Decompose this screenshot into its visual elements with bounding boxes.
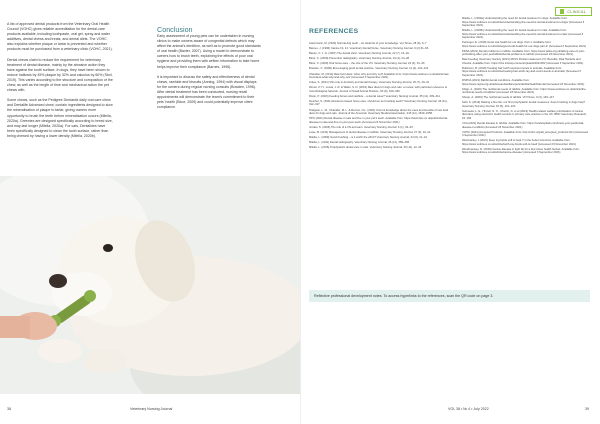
reference-item: Baxter, C. J. G. (2007) The dental clinic. Veterinary Nursing Journal, 22 (7), 13–16. [309, 52, 410, 56]
paragraph: Early assessment of young pets can be undertaken in nursing clinics to make owners aware of congenital defects which may affect the animal's dentition, as well as to promote good standards of oral health (Baxter, 2007). Using a model to demonstrate to owners how to brush teeth, explaining the effects of poor oral hygiene and providing them with written information to take home helps improve their compliance (Barnes, 1996). [157, 34, 261, 69]
reference-item: Lowe, B. (2011) Management of dental disease in rabbits. Veterinary Nursing Journal, 27 (3), 10–12 [309, 130, 431, 134]
page-number: 38 [7, 407, 11, 411]
dog-chewing-photo [0, 176, 300, 394]
section-label: CLINICAL [567, 9, 586, 14]
reference-item[interactable]: Robinson, B. (2019) Treating hair tooth ray/count levels in animals. Available from: https://www.vettimes.co.uk/article/treating-hair-tooth-ray-and-count-levels-in-animals/ (Accessed 3 September 2021) [462, 66, 581, 77]
reference-item[interactable]: VOHC (2021) Accepted Products. Available from: http://vohc.org/all_accepted_products.html (Accessed 3 September 2021) [462, 130, 588, 138]
conclusion-column-text [157, 34, 261, 115]
reference-item: Shoup, A. (2009) The nutritional needs of rabbits. VN Times, 9 (3), 145–147 [462, 96, 554, 100]
reference-item[interactable]: Milella, L. (2020a) Understanding the need for dental treatment in dogs. Available from: https://www.vettimes.co.uk/article/understanding-the-need-for-dental-treatment-in-dogs/ (Accessed 3 September 2021) [462, 17, 585, 27]
issue-info: VOL 38 • № 4 • July 2022 [448, 407, 489, 411]
reference-item: Ackermann, M. (2020) Normal dog teeth – An ideal list of your knowledge. Vet Times, 28 (9), 6–7 [309, 42, 427, 45]
reference-item[interactable]: Raw Feeding Veterinary Society (2021) RFVS Position statement 2.0: Benefits, Risk Hazards and Checks. Available from: https://rfvs.info/wp-content/uploads/2021/09/ (Accessed 3 September 2021) [462, 58, 584, 65]
reference-item[interactable]: Chandler, M. (2014) Raw food diets: what, why and why not? Available from: https://www.vettimes.co.uk/article/raw-food-diets-what-why-and-why-not/ (Accessed 3 September 2021) [309, 72, 450, 80]
reference-item: Surmeela, L. E., Hinzell, N. O., Church, D. et al (2019) Health-related welfare prioritisation of canine disorders using electronic health records in primary care practice in the UK. BMC Veterinary Research, 15: 163 [462, 109, 587, 120]
reference-item[interactable]: Westmarley, L (2021) Keep ing foods soft to heal ? in the better tomorrow. Available from: https://www.vettimes.co.uk/article/tooth-ray-foods-soft-to-heal/ (Accessed 23 November 2021) [462, 139, 576, 146]
reference-item: Hodgson, L. M., Chandler, M. L. & Renner, N.L. (2021) Current knowledge about the uses and benefits of raw food diets for dogs and cats. Journal of the American Veterinary Medical Association, 243 (11), 1549–1558. [309, 108, 449, 116]
left-column-text [7, 22, 113, 144]
paragraph: Some chews, such as the Pedigree Dentastix daily oral care chew and Dentalife Advanced chew, contain ingredients designed to slow the mineralisation of plaque to tartar, giving owners more opportunity to brush the teeth before mineralisation occurs (Milella, 2020a). Greenies are designed specifically according to breed size, and may last longer (Milella, 2020a). For cats, Dentalides have been specifically designed to clean the tooth surface, rather than being chewed by having a lower density (Milella, 2020b). [7, 98, 113, 138]
reference-item[interactable]: Persinger, E. (2018) Good oral health for our dogs. Part 1. Available from: https://www.vettimes.co.uk/article/good-oral-health-for-our-dogs-part-1/ (Accessed 3 September 2021) [462, 41, 586, 48]
references-heading: REFERENCES [309, 28, 359, 35]
reference-item: Bloor, C. (2009) Prevention radiography. Veterinary Nursing Journal, 24 (4), 24–28 [309, 57, 410, 61]
reference-item: Stoll, S. (2019) Raising a fine life: our first prophylactic dental measures: does brushing in dogs help? Veterinary Nursing Journal, 34 (5), 101–104 [462, 101, 586, 108]
reference-item: Dinner, P. H., Lucas, J. R. & Watts, S. D. (2019) Raw diets for dogs and cats: a review, with particular reference to microbiological hazards. Journal of Small Animal Practice, 60 (6), 329–339 [309, 86, 448, 93]
reference-item[interactable]: Woodmansey, D. (2019) Canine disease in light fat for a four-times health bucket. Available from: https://www.vettimes.co.uk/article/canine-disease/ (Accessed 3 September 2021) [462, 147, 580, 155]
reflective-notes-box [309, 290, 590, 302]
reference-item: Milella, L. (2009) Good brushing – is it worth the effort? Veterinary Nursing Journal, 24 (6), 21–24 [309, 135, 427, 139]
reference-item: Milella, L. (2011) Dental radiography. Veterinary Nursing Journal, 26 (11), 389–396 [309, 141, 410, 144]
reference-item: Dixon, P. (2020) Feeding bones and rawhide – a dental issue? Veterinary Nursing Journal, 35 (11), 309–311 [309, 94, 441, 98]
reference-item[interactable]: VCA (2021) Dental disease in rabbits. Available from: https://vcahospitals.com/know-your-pet/dental-disease-in-rabbits (Accessed 23 November 2021) [462, 122, 585, 129]
dog-eye [103, 244, 113, 252]
clinical-section-tab [555, 7, 592, 16]
reflective-notes-text: Reflective professional development notes. To access hyperlinks to the references, scan the QR code on page 3. [314, 294, 494, 298]
references-left-column [309, 42, 454, 151]
reference-item: Bloor, C. (2009) Oral home-care – the role of the VN. Veterinary Nursing Journal, 24 (4), 31–33 [309, 62, 425, 66]
reference-item: Jordan, S. (2006) The role of a VN-led team. Veterinary Nursing Journal, 6 (1), 32–33 [309, 125, 413, 129]
reference-item: Fletcher, S. (2021) Evidence-based home-care: should we be brushing teeth? Veterinary Nursing Journal, 36 (11), 312–317 [309, 99, 448, 107]
paragraph: Dental chews claim to reduce the requirement for veterinary treatment of dental disease, mainly by the abrasive action they have against the tooth surface. In dogs, they have been shown to reduce halitosis by 45% plaque by 32% and calculus by 60% (Stoll, 2019). This varies according to the structure and composition of the chew, as well as the length of time and mechanical action the pet chews with. [7, 57, 113, 93]
conclusion-heading: Conclusion [157, 25, 193, 34]
paragraph: It is important to discuss the safety and effectiveness of dental chews, rawhide and biscuits (Anning, 1994) with visual displays for the owners during regular nursing consults (Bowden, 1996). After dental treatment has been conducted, nursing recall appointments will demonstrate the team's commitment to their pets' health (Bloor, 2009) and could potentially improve client compliance. [157, 74, 257, 110]
dog-paw [83, 349, 127, 373]
reference-item: Coles, S. (2011) VNs role in dentistry and dental therapy. Veterinary Nursing Journal, 26 (7), 29–31 [309, 81, 430, 85]
reference-item[interactable]: RSPCA (2021) Rabbit dental conditions. Available from: https://www.rspca.org.uk/adviceandwelfare/pets/rabbits/health/dental (Accessed 23 November 2021) [462, 79, 585, 86]
reference-item[interactable]: HPC (2021) Dental disease in cats and five in your pet's teeth. Available from: https://www.hpc.co.uk/public/dental-disease-in-cats-and-fine-in-your-pets-teeth (Accessed 23 November 2021) [309, 117, 448, 124]
reference-item: Bowden, C. (1996) Encouraging good dental practice. Veterinary Nursing Journal, 11 (4), 120–122 [309, 67, 429, 71]
reference-item[interactable]: PDSA (2021) Dental problems in rabbits. Available from: https://www.pdsa.org.uk/taking-care-of-your-pet/looking-after-your-pet/rabbits/dental-problems-in-rabbits (Accessed 23 November 2021) [462, 49, 585, 57]
dog-illustration [0, 176, 300, 394]
journal-title: Veterinary Nursing Journal [130, 407, 173, 411]
reference-item[interactable]: Shipp, A. (2016) The nutritional needs of rabbits. Available from: https://www.vettimes.co.uk/article/the-nutritional-needs-of-rabbits/ (Accessed 23 November 2021) [462, 87, 587, 95]
reference-item: Barnes, J. (1996) Canine Fit, 12. Veterinary Dental Nurse. Veterinary Nursing Journal, 9 (2) 61–63. [309, 47, 429, 51]
reference-item[interactable]: Milella, L. (2020b) Understanding the need for dental treatment in cats. Available from: https://www.vettimes.co.uk/article/understanding-the-need-for-dental-treatment-in-cats/ (Accessed 3 September 2021) [462, 29, 584, 40]
reference-item: Milella, L. (2015) Prophylactic dental care in cats. Veterinary Nursing Journal, 30 (11), 12–16 [309, 146, 422, 150]
dog-nose [49, 274, 67, 288]
section-marker-icon [560, 9, 564, 14]
dog-paw [38, 339, 82, 363]
references-right-column [462, 17, 590, 156]
paragraph: A list of approved dental products from the Veterinary Oral Health Council (VOHC) gives reliable accreditation for the dental-care products available, including toothpaste, oral gel, spray and water additives, dental chews and treats, and dental diets. The VOHC also explains whether plaque or tartar is prevented and whether products must be purchased from a veterinary clinic (VOHC, 2021). [7, 22, 113, 52]
page-number: 39 [585, 407, 589, 411]
